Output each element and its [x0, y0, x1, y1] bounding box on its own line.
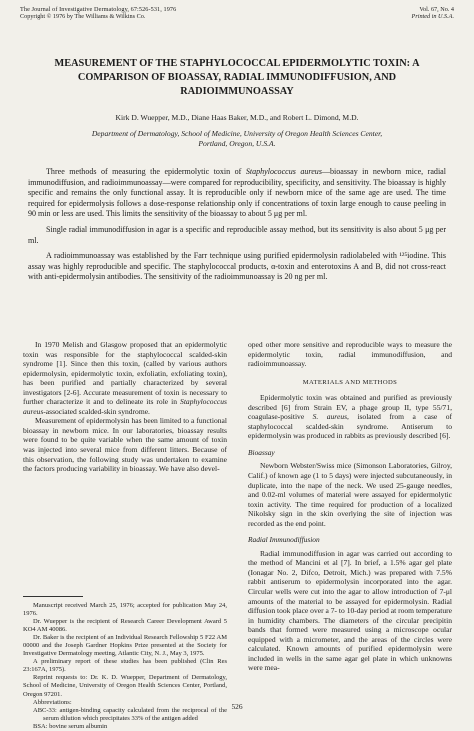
- author-list: Kirk D. Wuepper, M.D., Diane Haas Baker, M.D., and Robert L. Dimond, M.D.: [115, 113, 359, 122]
- copyright-line: Copyright © 1976 by The Williams & Wilkins Co.: [20, 13, 146, 21]
- footnote-rule: [23, 596, 83, 597]
- journal-citation: The Journal of Investigative Dermatology, 67:526-531, 1976: [20, 6, 177, 13]
- abbreviation-item: BSA: bovine serum albumin: [33, 722, 108, 730]
- intro-paragraph-1: In 1970 Melish and Glasgow proposed that an epidermolytic toxin was responsible for the staphylococcal scalded-skin syndrome [1]. Since then this toxin, (called by various authors epidermolysin, epidermolytic toxin, exfoliatin, exfoliating toxin), has been purified and partially characterized by several investigators [2-6]. Accurate measurement of toxin is necessary to further characterize it and to delineate its role in Staphylococcus aureus-associated scalded-skin syndrome.: [23, 340, 227, 416]
- abstract-paragraph-3: A radioimmunoassay was established by the Farr technique using purified epidermolysin radiolabeled with ¹²⁵iodine. This assay was highly reproducible and specific. The staphylococcal products, α-toxin and enterotoxins A and B, did not cross-react with anti-epidermolysin antibodies. The sensitivity of the radioimmunoassay is 20 ng per ml.: [28, 251, 446, 282]
- subsection-heading-immunodiffusion: Radial Immunodiffusion: [248, 535, 320, 545]
- right-column: [248, 340, 452, 673]
- abstract-paragraph-1: Three methods of measuring the epidermolytic toxin of Staphylococcus aureus—bioassay in newborn mice, radial immunodiffusion, and radioimmunoassay—were compared for reproducibility, specificity, and sensitivity. The bioassay is highly specific and remains the only functional assay. It is reproducible only if newborn mice of the same age are used. The time required for epidermolysis follows a dose-response relationship only if concentrations of toxin large enough to cause peeling in 90 min or less are used. This limits the sensitivity of the bioassay to about 5 μg per ml.: [28, 167, 446, 219]
- article-title: MEASUREMENT OF THE STAPHYLOCOCCAL EPIDERMOLYTIC TOXIN: A COMPARISON OF BIOASSAY, RADIAL IMMUNODIFFUSION, AND RADIOIMMUNOASSAY: [54, 58, 420, 97]
- footnote-reprints: Reprint requests to: Dr. K. D. Wuepper, Department of Dermatology, School of Medicine, University of Oregon Health Sciences Center, Portland, Oregon 97201.: [23, 674, 227, 698]
- species-name: Staphylococcus aureus: [245, 167, 322, 176]
- page-number: 526: [231, 702, 243, 711]
- species-name: Staphylococcus aureus: [23, 397, 227, 416]
- header-right: [412, 6, 454, 21]
- intro-paragraph-2: Measurement of epidermolysin has been limited to a functional bioassay in newborn mice. In our laboratories, bioassay results were found to be quite variable when the same amount of toxin was injected into several mice from different litters. Because of this observation, the following study was undertaken to examine the factors producing variability in bioassay. We have also devel-: [23, 416, 227, 474]
- abbreviation-item: ABC-33: antigen-binding capacity calculated from the reciprocal of the serum dilution which precipitates 33% of the antigen added: [33, 706, 227, 722]
- footnote-award: Dr. Wuepper is the recipient of Research Career Development Award 5 KO4 AM 40086.: [23, 618, 227, 634]
- abstract-paragraph-2: Single radial immunodiffusion in agar is a specific and reproducible assay method, but its sensitivity is also about 5 μg per ml.: [28, 224, 446, 245]
- species-name: S. aureus: [312, 412, 348, 422]
- abstract: [28, 167, 446, 288]
- footnote-received: Manuscript received March 25, 1976; accepted for publication May 24, 1976.: [23, 602, 227, 618]
- abbreviations-heading: Abbreviations:: [33, 698, 72, 706]
- affiliation-line-1: Department of Dermatology, School of Medicine, University of Oregon Health Sciences Center,: [91, 129, 383, 138]
- footnote-fellowship: Dr. Baker is the recipient of an Individual Research Fellowship 5 F22 AM 00000 and the Joseph Gardner Hopkins Prize presented at the Society for Investigative Dermatology meeting, Atlantic City, N. J., May 3, 1975.: [23, 634, 227, 658]
- subsection-heading-bioassay: Bioassay: [248, 447, 275, 457]
- printed-in: Printed in U.S.A.: [411, 13, 454, 21]
- section-heading-methods: MATERIALS AND METHODS: [302, 378, 398, 386]
- footnote-preliminary: A preliminary report of these studies has been published (Clin Res 23:167A, 1975).: [23, 658, 227, 674]
- affiliation: [20, 129, 454, 149]
- immunodiffusion-paragraph: Radial immunodiffusion in agar was carried out according to the method of Mancini et al [7]. In brief, a 1.5% agar gel plate (Ionagar No. 2, Difco, Detroit, Mich.) was prepared with 7.5% rabbit antiserum to epidermolysin incorporated into the agar. Circular wells were cut into the agar to allow introduction of 7-μl amounts of the material to be assayed for epidermolysin. Radial diffusion took place over a 7- to 10-day period at room temperature in humidity chambers. The diameters of the circular precipitin bands that formed were measured using a microscope ocular equipped with a micrometer, and the areas of the circles were calculated. Known amounts of purified epidermolysin were included in wells in the same agar gel plate in which unknowns were mea-: [248, 548, 452, 673]
- intro-paragraph-continued: oped other more sensitive and reproducible ways to measure the epidermolytic toxin, radial immunodiffusion, and radioimmunoassay.: [248, 340, 452, 369]
- volume-number: Vol. 67, No. 4: [419, 6, 454, 13]
- affiliation-line-2: Portland, Oregon, U.S.A.: [198, 139, 276, 148]
- methods-paragraph-1: Epidermolytic toxin was obtained and purified as previously described [6] from Strain EV, a phage group II, type 55/71, coagulase-positive S. aureus, isolated from a case of staphylococcal scalded-skin syndrome. Antiserum to epidermolysin was produced in rabbits as previously described [6].: [248, 393, 452, 441]
- left-column: [23, 340, 227, 474]
- bioassay-paragraph: Newborn Webster/Swiss mice (Simonson Laboratories, Gilroy, Calif.) of known age (1 to 5 days) were injected subcutaneously, in duplicate, into the nape of the neck. We used 25-gauge needles, and 0.02-ml volumes of material were assayed for epidermolytic toxin activity. The time required for production of a localized Nikolsky sign in the skin overlying the site of injection was recorded as the end point.: [248, 461, 452, 528]
- header-left: [20, 6, 176, 21]
